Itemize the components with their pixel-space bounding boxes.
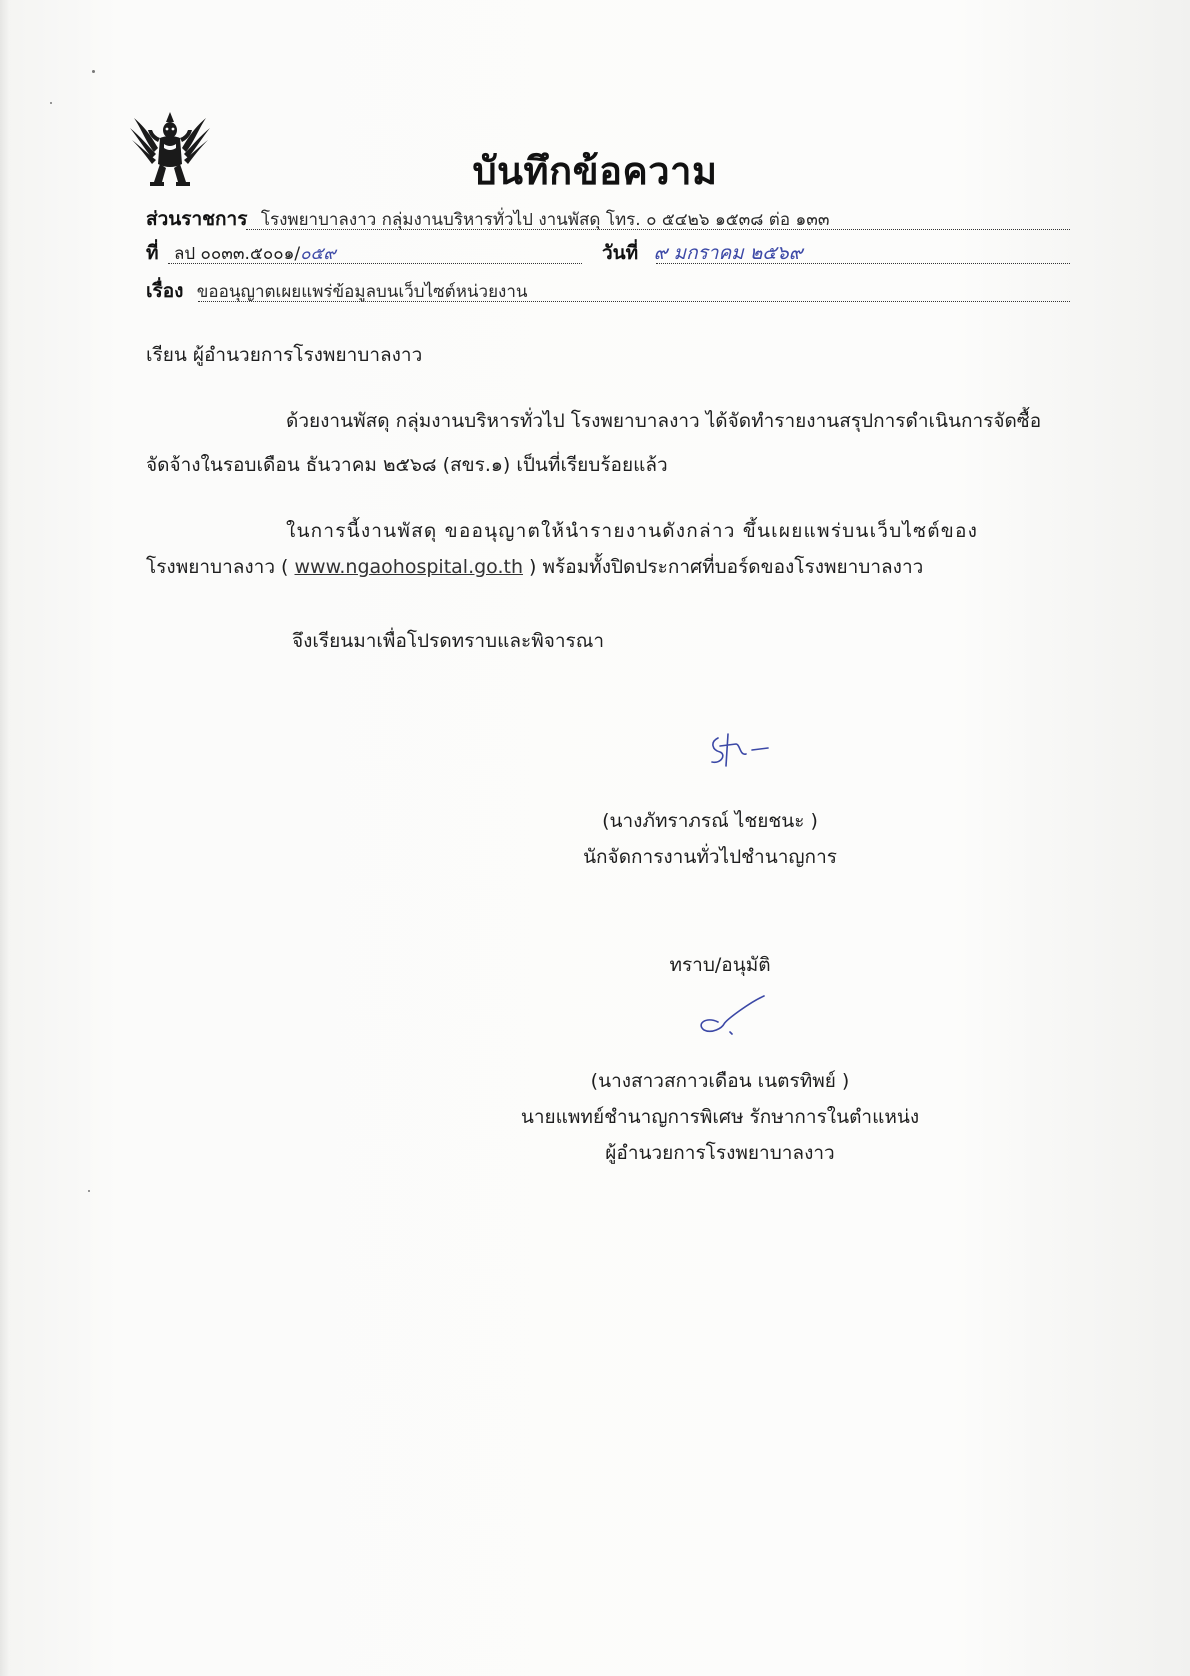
closing-text: จึงเรียนมาเพื่อโปรดทราบและพิจารณา (292, 630, 605, 652)
paragraph2-suffix: ) พร้อมทั้งปิดประกาศที่บอร์ดของโรงพยาบาลงาว (529, 556, 924, 578)
dotted-line (656, 263, 1070, 264)
ref-label: ที่ (146, 242, 159, 264)
page-title: บันทึกข้อความ (472, 149, 718, 193)
salutation: เรียน ผู้อำนวยการโรงพยาบาลงาว (146, 344, 423, 366)
subject-value: ขออนุญาตเผยแพร่ข้อมูลบนเว็บไซต์หน่วยงาน (196, 282, 528, 302)
signer1-position: นักจัดการงานทั่วไปชำนาญการ (583, 846, 837, 868)
date-handwritten: ๙ มกราคม ๒๕๖๙ (653, 242, 803, 264)
ref-handwritten: ๐๕๙ (300, 244, 336, 264)
subject-row (146, 276, 1070, 304)
signature-1-icon (706, 728, 776, 772)
paragraph2-line2 (146, 550, 923, 584)
dotted-line (246, 229, 1070, 230)
date-row (602, 238, 1070, 266)
scan-edge (0, 0, 10, 1676)
paragraph1-line2: จัดจ้างในรอบเดือน ธันวาคม ๒๕๖๘ (สขร.๑) เป็นที่เรียบร้อยแล้ว (146, 454, 668, 476)
scan-speck (88, 1190, 90, 1192)
paragraph2-prefix: โรงพยาบาลงาว ( (146, 556, 289, 578)
approver-position-line2: ผู้อำนวยการโรงพยาบาลงาว (605, 1142, 835, 1164)
scan-speck (50, 102, 52, 104)
signer1-name: (นางภัทราภรณ์ ไชยชนะ ) (602, 810, 818, 832)
department-value: โรงพยาบาลงาว กลุ่มงานบริหารทั่วไป งานพัสดุ โทร. ๐ ๕๔๒๖ ๑๕๓๘ ต่อ ๑๓๓ (260, 210, 830, 230)
department-label: ส่วนราชการ (146, 208, 248, 230)
scan-speck (92, 70, 95, 73)
subject-label: เรื่อง (146, 280, 184, 302)
paragraph1-line1: ด้วยงานพัสดุ กลุ่มงานบริหารทั่วไป โรงพยาบาลงาว ได้จัดทำรายงานสรุปการดำเนินการจัดซื้อ (286, 410, 1042, 432)
approval-label: ทราบ/อนุมัติ (669, 954, 771, 976)
department-row (146, 204, 1070, 232)
approver-name: (นางสาวสกาวเดือน เนตรทิพย์ ) (590, 1070, 850, 1092)
signature-2-icon (690, 994, 770, 1042)
ref-value: ลป ๐๐๓๓.๕๐๐๑/ (173, 244, 301, 264)
dotted-line (168, 263, 582, 264)
paragraph2-line1: ในการนี้งานพัสดุ ขออนุญาตให้นำรายงานดังกล่าว ขึ้นเผยแพร่บนเว็บไซต์ของ (286, 520, 979, 542)
ref-row (146, 238, 582, 266)
approver-position-line1: นายแพทย์ชำนาญการพิเศษ รักษาการในตำแหน่ง (520, 1106, 920, 1128)
date-label: วันที่ (602, 242, 639, 264)
dotted-line (198, 301, 1070, 302)
website-link[interactable]: www.ngaohospital.go.th (294, 556, 523, 578)
